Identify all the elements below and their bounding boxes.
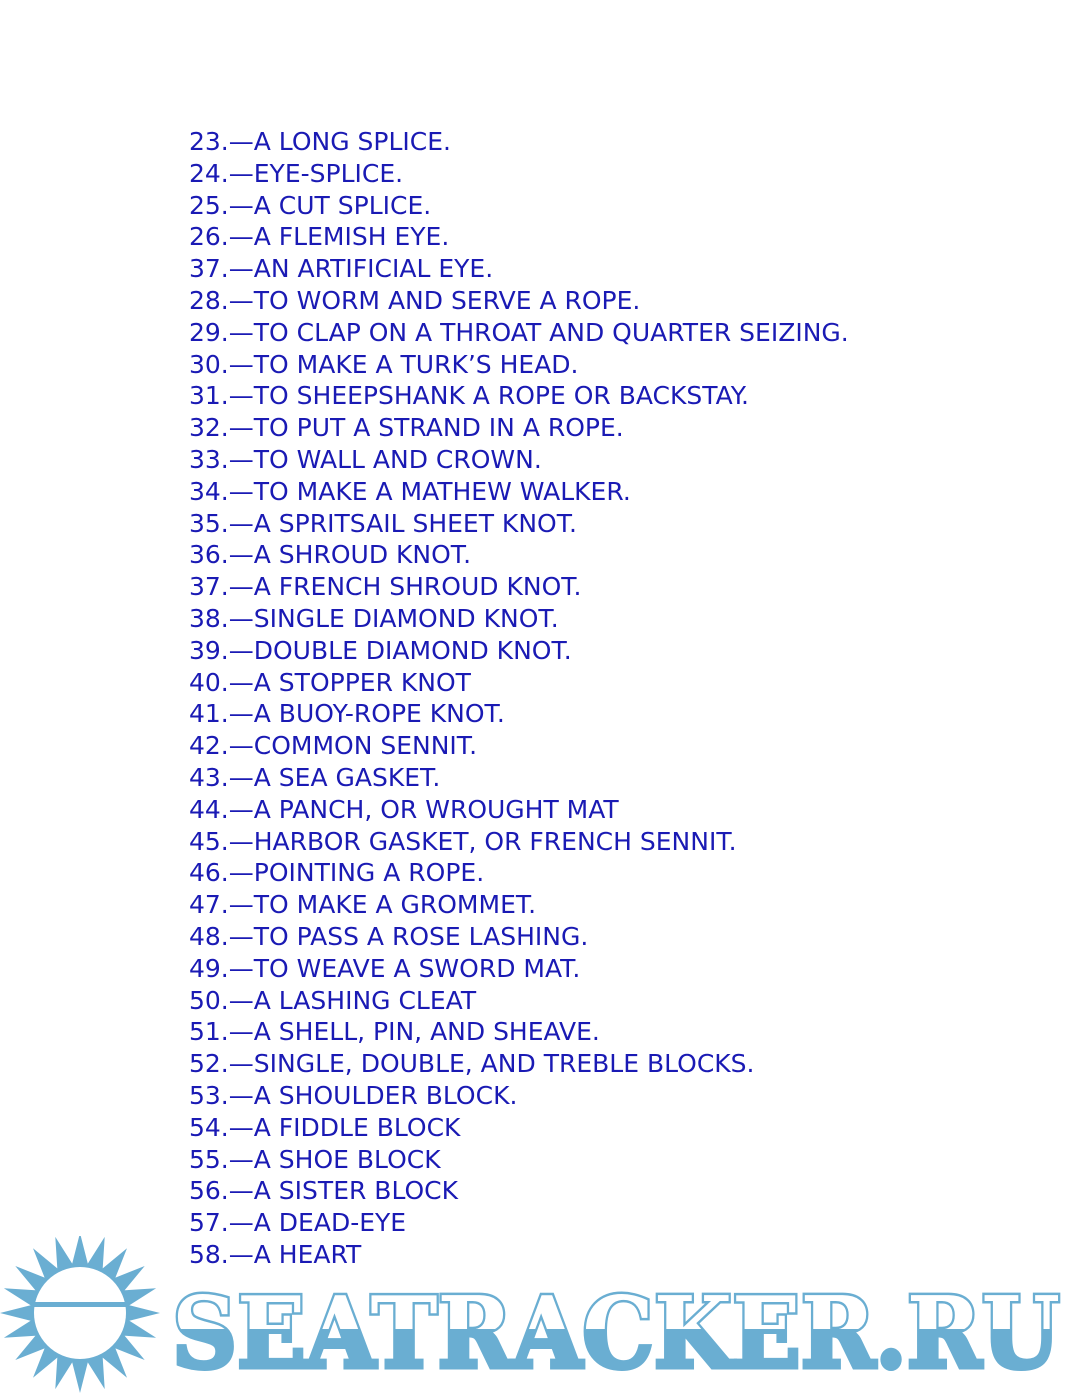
sun-icon [0, 1236, 160, 1393]
toc-item: 24.—EYE-SPLICE. [189, 158, 404, 188]
toc-item: 25.—A CUT SPLICE. [189, 190, 432, 220]
toc-item: 51.—A SHELL, PIN, AND SHEAVE. [189, 1017, 600, 1047]
toc-item: 45.—HARBOR GASKET, OR FRENCH SENNIT. [189, 826, 737, 856]
toc-item: 35.—A SPRITSAIL SHEET KNOT. [189, 508, 577, 538]
toc-item: 53.—A SHOULDER BLOCK. [189, 1080, 518, 1110]
toc-item: 40.—A STOPPER KNOT [189, 667, 471, 697]
toc-item: 54.—A FIDDLE BLOCK [189, 1112, 461, 1142]
toc-item: 34.—TO MAKE A MATHEW WALKER. [189, 476, 631, 506]
toc-item: 46.—POINTING A ROPE. [189, 858, 485, 888]
toc-item: 33.—TO WALL AND CROWN. [189, 444, 542, 474]
toc-item: 38.—SINGLE DIAMOND KNOT. [189, 603, 559, 633]
toc-item: 36.—A SHROUD KNOT. [189, 540, 472, 570]
toc-item: 39.—DOUBLE DIAMOND KNOT. [189, 635, 572, 665]
toc-item: 57.—A DEAD-EYE [189, 1208, 407, 1238]
toc-item: 47.—TO MAKE A GROMMET. [189, 890, 537, 920]
toc-item: 42.—COMMON SENNIT. [189, 731, 478, 761]
toc-item: 30.—TO MAKE A TURK’S HEAD. [189, 349, 579, 379]
toc-item: 55.—A SHOE BLOCK [189, 1144, 441, 1174]
toc-item: 37.—AN ARTIFICIAL EYE. [189, 254, 494, 284]
logo-text: SEATRACKER.RU [172, 1276, 1060, 1391]
toc-item: 56.—A SISTER BLOCK [189, 1176, 459, 1206]
toc-item: 31.—TO SHEEPSHANK A ROPE OR BACKSTAY. [189, 381, 749, 411]
toc-item: 32.—TO PUT A STRAND IN A ROPE. [189, 413, 624, 443]
toc-item: 49.—TO WEAVE A SWORD MAT. [189, 953, 581, 983]
toc-list [189, 126, 849, 1271]
logo [0, 1236, 1080, 1397]
toc-item: 28.—TO WORM AND SERVE A ROPE. [189, 285, 641, 315]
toc-item: 52.—SINGLE, DOUBLE, AND TREBLE BLOCKS. [189, 1049, 755, 1079]
logo-graphic [0, 1236, 1080, 1397]
toc-item: 26.—A FLEMISH EYE. [189, 222, 450, 252]
toc-item: 50.—A LASHING CLEAT [189, 985, 477, 1015]
toc-item: 58.—A HEART [189, 1239, 362, 1269]
toc-item: 23.—A LONG SPLICE. [189, 127, 451, 156]
toc-item: 43.—A SEA GASKET. [189, 762, 441, 792]
toc-item: 44.—A PANCH, OR WROUGHT MAT [189, 794, 619, 824]
toc-item: 41.—A BUOY-ROPE KNOT. [189, 699, 505, 729]
toc-item: 48.—TO PASS A ROSE LASHING. [189, 921, 589, 951]
toc-item: 37.—A FRENCH SHROUD KNOT. [189, 572, 582, 602]
toc-item: 29.—TO CLAP ON A THROAT AND QUARTER SEIZING. [189, 317, 849, 347]
